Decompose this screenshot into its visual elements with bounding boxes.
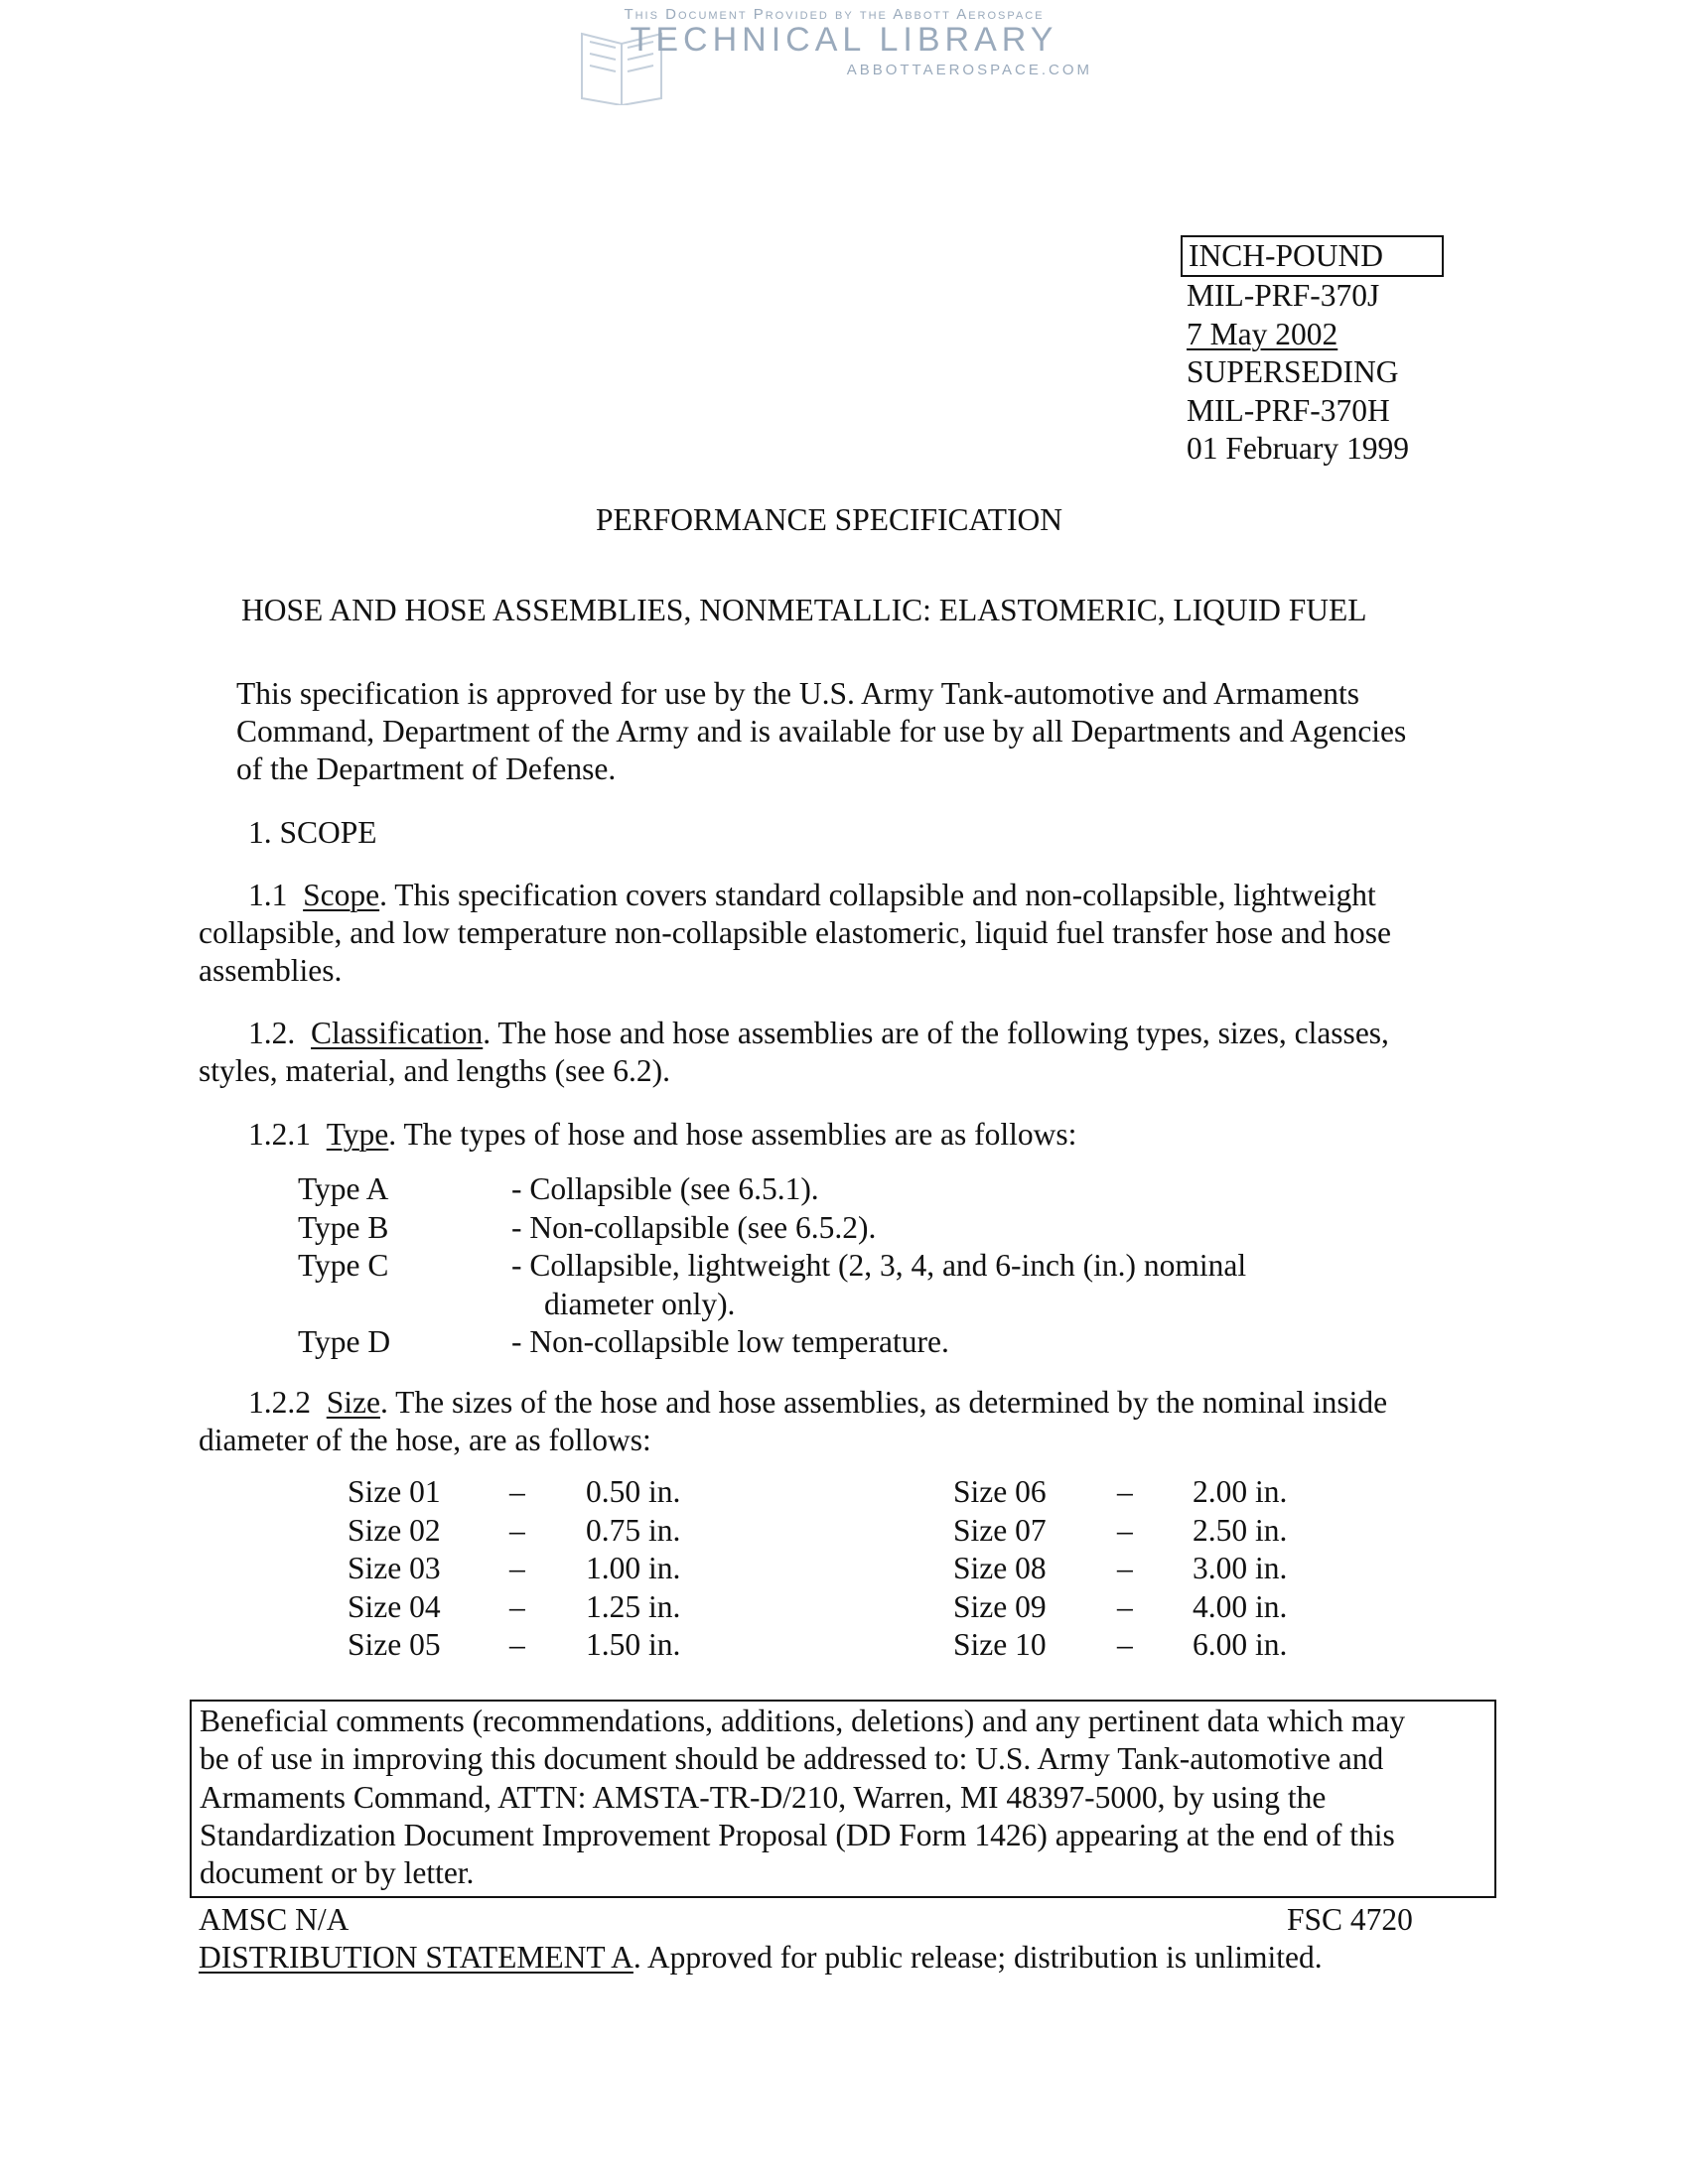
size-value: 2.00 in. bbox=[1193, 1474, 1288, 1509]
section-text: styles, material, and lengths (see 6.2). bbox=[199, 1053, 670, 1088]
type-label: Type C bbox=[298, 1248, 389, 1283]
comments-line: document or by letter. bbox=[200, 1855, 475, 1891]
section-text: collapsible, and low temperature non-collapsible elastomeric, liquid fuel transfer hose and hose bbox=[199, 915, 1391, 950]
size-dash: – bbox=[509, 1627, 525, 1663]
approval-line: Command, Department of the Army and is available for use by all Departments and Agencies bbox=[236, 714, 1407, 749]
section-number: 1.2.2 bbox=[248, 1385, 311, 1420]
size-dash: – bbox=[1117, 1588, 1133, 1624]
section-1-2-1 bbox=[248, 1116, 1076, 1154]
size-dash: – bbox=[1117, 1474, 1133, 1509]
type-label: Type B bbox=[298, 1209, 389, 1245]
distribution-label: DISTRIBUTION STATEMENT A bbox=[199, 1940, 633, 1975]
size-dash: – bbox=[509, 1512, 525, 1548]
section-1-2-2 bbox=[199, 1384, 1387, 1459]
distribution-statement bbox=[199, 1939, 1323, 1977]
size-dash: – bbox=[509, 1588, 525, 1624]
type-desc-continuation: diameter only). bbox=[544, 1286, 736, 1321]
section-text: . This specification covers standard collapsible and non-collapsible, lightweight bbox=[379, 878, 1376, 912]
size-dash: – bbox=[1117, 1512, 1133, 1548]
doc-number: MIL-PRF-370J bbox=[1187, 278, 1380, 313]
size-value: 2.50 in. bbox=[1193, 1512, 1288, 1548]
size-label: Size 01 bbox=[348, 1474, 441, 1509]
comments-line: Armaments Command, ATTN: AMSTA-TR-D/210, Warren, MI 48397-5000, by using the bbox=[200, 1779, 1327, 1815]
size-dash: – bbox=[509, 1474, 525, 1509]
document-header bbox=[1187, 235, 1444, 469]
watermark bbox=[556, 6, 1092, 105]
section-number: 1.2. bbox=[248, 1016, 296, 1050]
size-label: Size 06 bbox=[953, 1474, 1047, 1509]
fsc-label: FSC 4720 bbox=[1287, 1902, 1413, 1937]
section-text: assemblies. bbox=[199, 953, 343, 988]
size-label: Size 07 bbox=[953, 1512, 1047, 1548]
size-label: Size 02 bbox=[348, 1512, 441, 1548]
size-label: Size 10 bbox=[953, 1627, 1047, 1663]
section-label: Size bbox=[326, 1385, 380, 1420]
doc-date: 7 May 2002 bbox=[1187, 316, 1338, 351]
section-text: . The hose and hose assemblies are of the following types, sizes, classes, bbox=[483, 1016, 1389, 1050]
section-heading-scope: 1. SCOPE bbox=[248, 815, 377, 850]
section-label: Type bbox=[326, 1117, 389, 1152]
size-label: Size 05 bbox=[348, 1627, 441, 1663]
size-dash: – bbox=[1117, 1627, 1133, 1663]
approval-paragraph bbox=[236, 675, 1406, 788]
size-table bbox=[348, 1473, 1340, 1665]
superseded-number: MIL-PRF-370H bbox=[1187, 392, 1390, 428]
watermark-line1: This Document Provided by the Abbott Aerospace bbox=[624, 6, 1045, 23]
type-desc: - Collapsible, lightweight (2, 3, 4, and 6-inch (in.) nominal bbox=[511, 1248, 1247, 1283]
table-row bbox=[348, 1626, 1340, 1665]
watermark-url: ABBOTTAEROSPACE.COM bbox=[846, 62, 1092, 78]
size-value: 4.00 in. bbox=[1193, 1588, 1288, 1624]
section-text: . The types of hose and hose assemblies are as follows: bbox=[388, 1117, 1077, 1152]
comments-line: Beneficial comments (recommendations, additions, deletions) and any pertinent data which may bbox=[200, 1704, 1406, 1738]
size-value: 0.50 in. bbox=[586, 1474, 681, 1509]
approval-line: of the Department of Defense. bbox=[236, 751, 617, 786]
comments-line: Standardization Document Improvement Proposal (DD Form 1426) appearing at the end of this bbox=[200, 1817, 1395, 1852]
type-label: Type A bbox=[298, 1171, 389, 1206]
table-row bbox=[348, 1512, 1340, 1551]
section-label: Classification bbox=[311, 1016, 484, 1050]
size-value: 1.00 in. bbox=[586, 1551, 681, 1586]
inch-pound-box: INCH-POUND bbox=[1181, 235, 1444, 277]
superseded-date: 01 February 1999 bbox=[1187, 431, 1409, 466]
size-label: Size 04 bbox=[348, 1588, 441, 1624]
section-text: diameter of the hose, are as follows: bbox=[199, 1423, 651, 1457]
comments-line: be of use in improving this document should be addressed to: U.S. Army Tank-automotive and bbox=[200, 1741, 1384, 1777]
distribution-text: . Approved for public release; distribution is unlimited. bbox=[633, 1940, 1323, 1975]
size-value: 1.50 in. bbox=[586, 1627, 681, 1663]
size-value: 3.00 in. bbox=[1193, 1551, 1288, 1586]
size-value: 6.00 in. bbox=[1193, 1627, 1288, 1663]
section-text: . The sizes of the hose and hose assemblies, as determined by the nominal inside bbox=[379, 1385, 1388, 1420]
type-desc: - Non-collapsible low temperature. bbox=[511, 1324, 949, 1359]
approval-line: This specification is approved for use by the U.S. Army Tank-automotive and Armaments bbox=[236, 676, 1359, 711]
size-label: Size 08 bbox=[953, 1551, 1047, 1586]
spec-type: PERFORMANCE SPECIFICATION bbox=[596, 502, 1062, 537]
amsc-label: AMSC N/A bbox=[199, 1902, 350, 1937]
section-number: 1.2.1 bbox=[248, 1117, 311, 1152]
section-label: Scope bbox=[303, 878, 380, 912]
section-number: 1.1 bbox=[248, 878, 288, 912]
size-dash: – bbox=[1117, 1551, 1133, 1586]
section-1-1 bbox=[199, 877, 1391, 990]
table-row bbox=[348, 1550, 1340, 1588]
comments-box bbox=[190, 1700, 1496, 1898]
type-desc: - Collapsible (see 6.5.1). bbox=[511, 1171, 819, 1206]
section-1-2 bbox=[199, 1015, 1389, 1090]
watermark-title: TECHNICAL LIBRARY bbox=[630, 21, 1058, 59]
page-title: HOSE AND HOSE ASSEMBLIES, NONMETALLIC: ELASTOMERIC, LIQUID FUEL bbox=[241, 593, 1367, 627]
size-dash: – bbox=[509, 1551, 525, 1586]
table-row bbox=[348, 1588, 1340, 1627]
type-desc: - Non-collapsible (see 6.5.2). bbox=[511, 1209, 877, 1245]
type-label: Type D bbox=[298, 1324, 391, 1359]
size-label: Size 09 bbox=[953, 1588, 1047, 1624]
table-row bbox=[348, 1473, 1340, 1512]
size-value: 1.25 in. bbox=[586, 1588, 681, 1624]
size-value: 0.75 in. bbox=[586, 1512, 681, 1548]
size-label: Size 03 bbox=[348, 1551, 441, 1586]
superseding-label: SUPERSEDING bbox=[1187, 354, 1399, 389]
